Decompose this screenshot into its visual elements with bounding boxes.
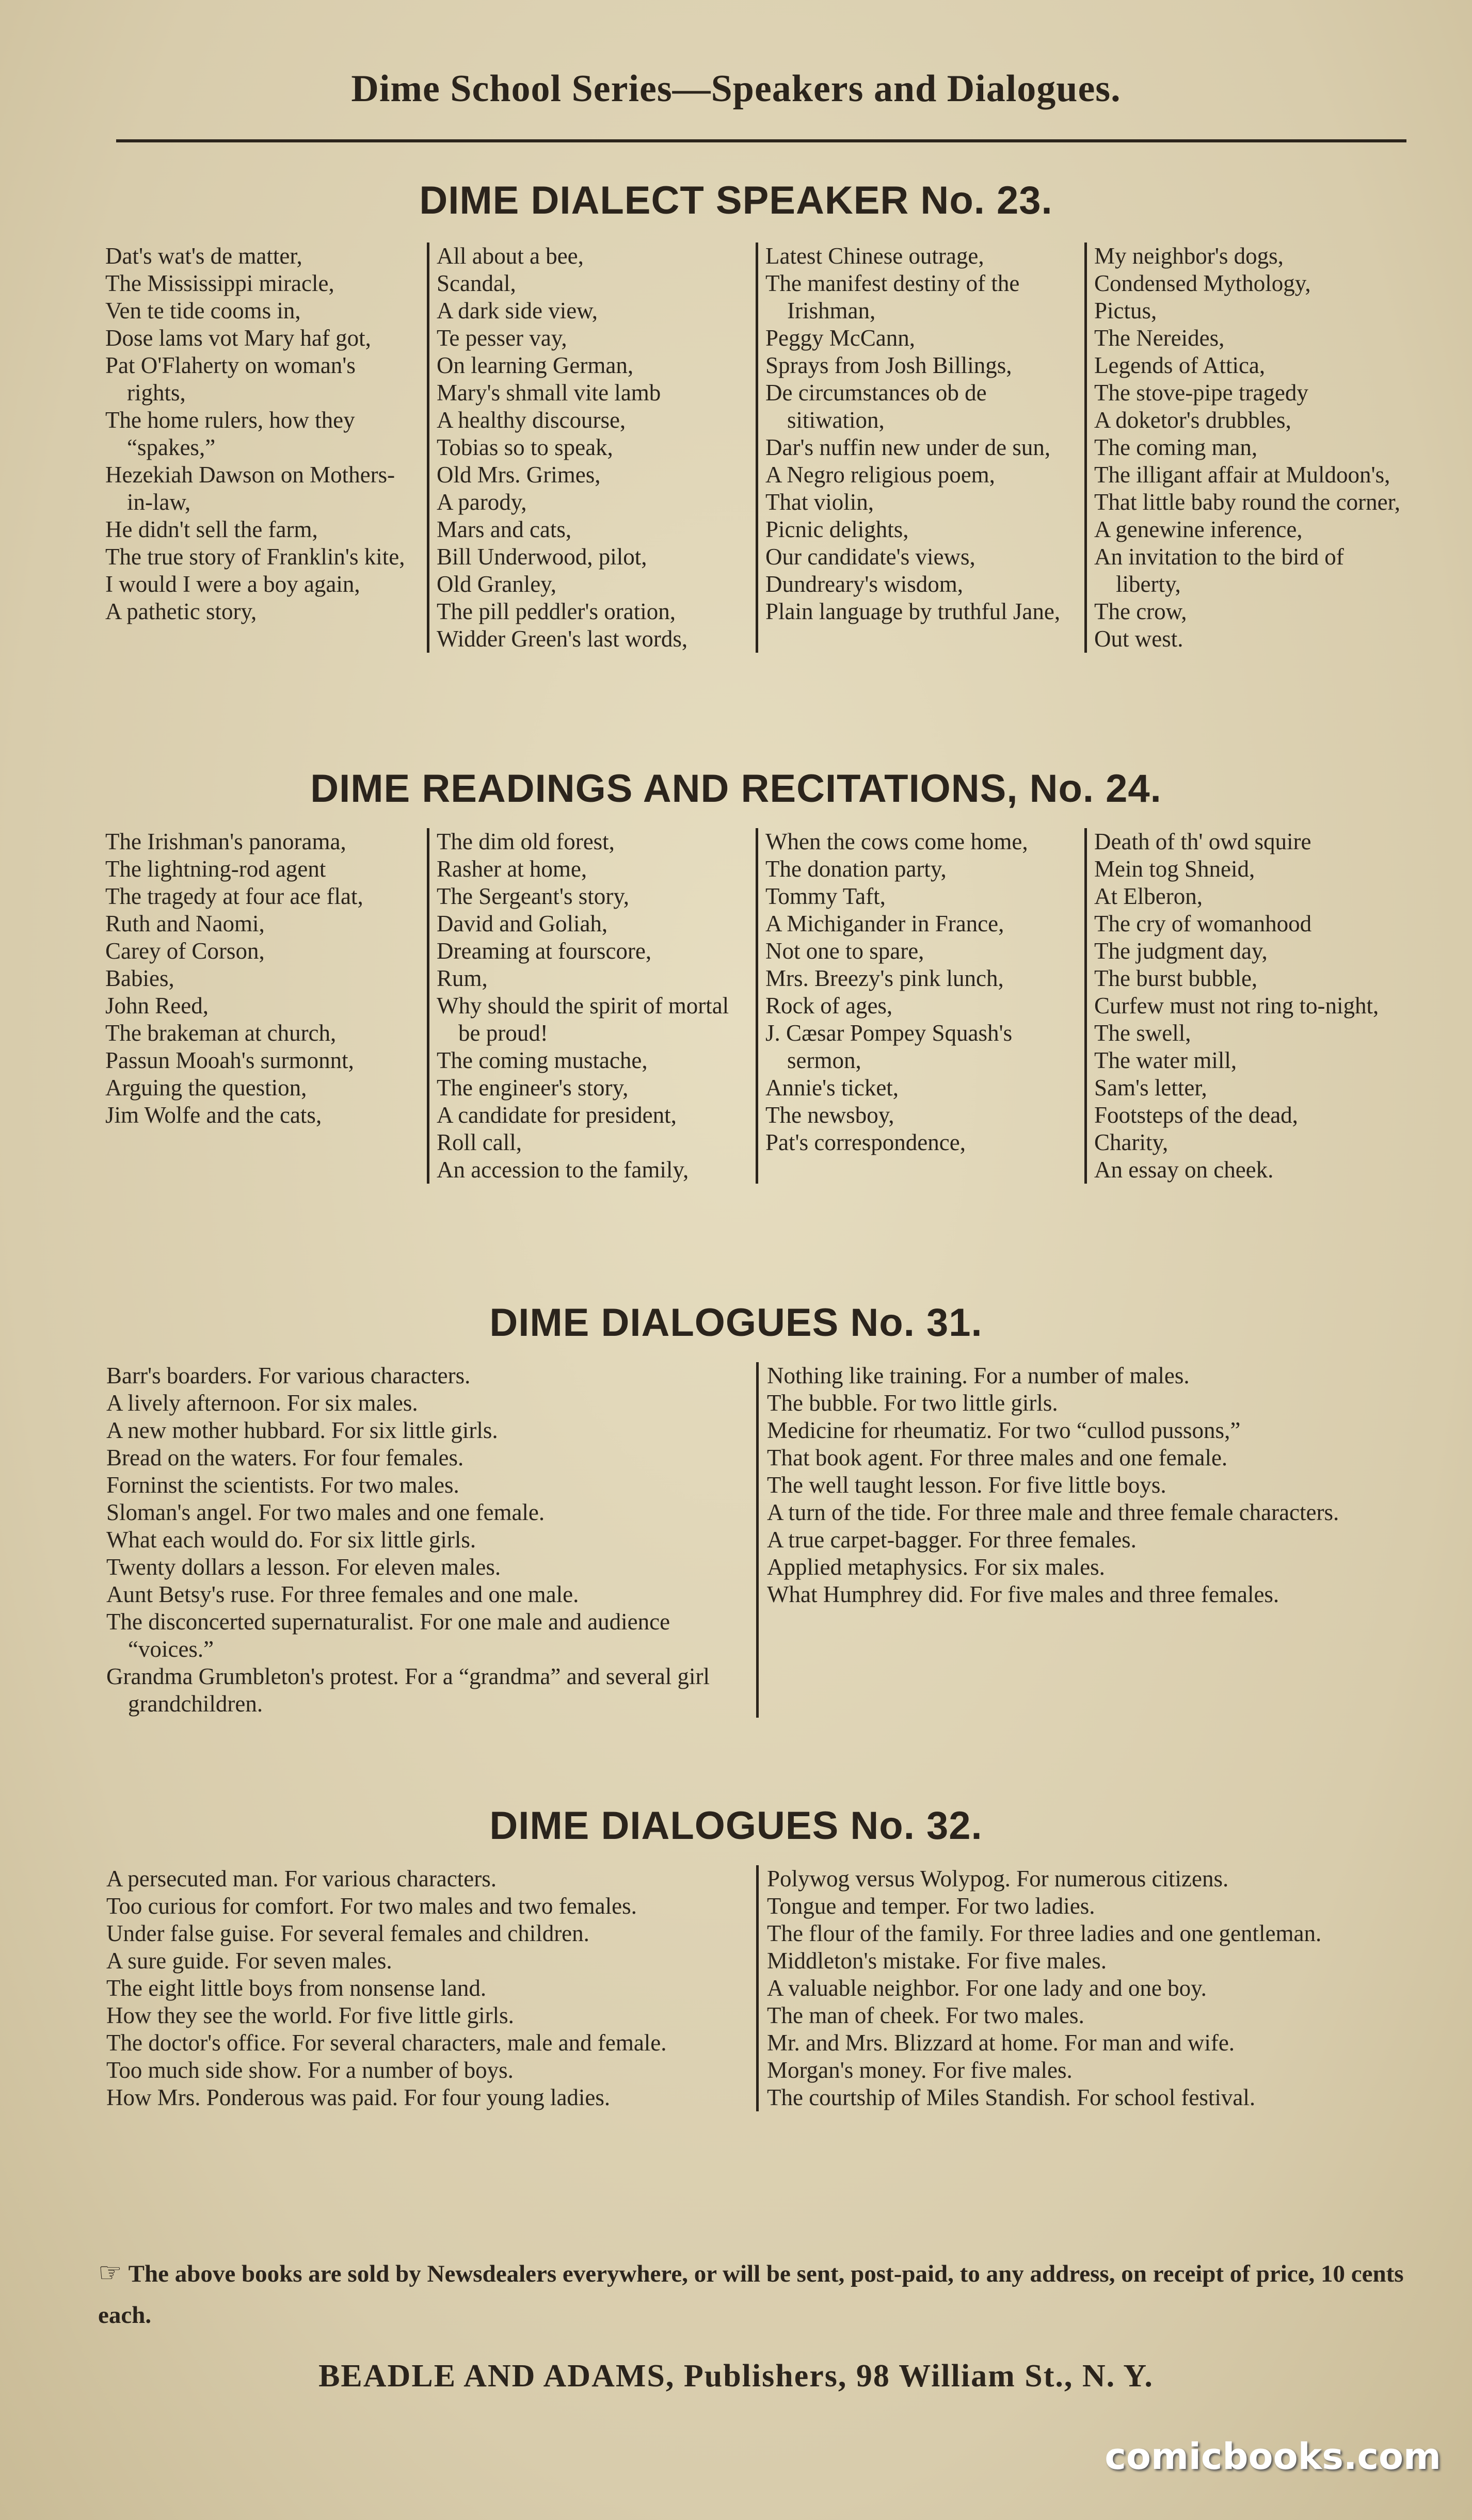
list-item: David and Goliah, [437, 911, 608, 936]
list-column [427, 243, 756, 653]
list-item: Sloman's angel. For two males and one female. [106, 1499, 545, 1525]
list-item: The burst bubble, [1094, 965, 1258, 991]
list-item: Grandma Grumbleton's protest. For a “grandma” and several girl grandchildren. [106, 1663, 710, 1717]
list-item: Sprays from Josh Billings, [765, 352, 1012, 378]
list-item: The manifest destiny of the Irishman, [765, 270, 1020, 324]
list-item: The man of cheek. For two males. [767, 2002, 1084, 2028]
list-item: The true story of Franklin's kite, [105, 544, 405, 570]
list-item: The newsboy, [765, 1102, 894, 1128]
list-item: Too curious for comfort. For two males and two females. [106, 1893, 637, 1919]
list-item: A new mother hubbard. For six little girls. [106, 1417, 498, 1443]
list-item: A genewine inference, [1094, 516, 1303, 542]
list-item: Rum, [437, 965, 488, 991]
list-item: Widder Green's last words, [437, 626, 688, 652]
list-item: Aunt Betsy's ruse. For three females and one male. [106, 1581, 579, 1607]
list-item: Too much side show. For a number of boys. [106, 2057, 514, 2083]
list-item: The pill peddler's oration, [437, 599, 676, 624]
list-item: That violin, [765, 489, 874, 515]
notice [98, 2252, 1414, 2336]
list-item: Plain language by truthful Jane, [765, 599, 1061, 624]
section-list-dialect-speaker [98, 243, 1414, 653]
list-item: The coming man, [1094, 434, 1258, 460]
list-item: Te pesser vay, [437, 325, 567, 351]
list-item: The brakeman at church, [105, 1020, 337, 1046]
list-item: Our candidate's views, [765, 544, 975, 570]
list-item: The lightning-rod agent [105, 856, 326, 882]
list-item: A persecuted man. For various characters. [106, 1866, 497, 1892]
list-item: A valuable neighbor. For one lady and one boy. [767, 1975, 1207, 2001]
list-item: Condensed Mythology, [1094, 270, 1311, 296]
list-item: Polywog versus Wolypog. For numerous citizens. [767, 1866, 1229, 1892]
list-item: Roll call, [437, 1129, 522, 1155]
publisher-line: BEADLE AND ADAMS, Publishers, 98 William St., N. Y. [318, 2359, 1154, 2394]
list-item: The disconcerted supernaturalist. For one male and audience “voices.” [106, 1609, 670, 1662]
list-item: The dim old forest, [437, 829, 615, 854]
list-item: Why should the spirit of mortal be proud! [437, 993, 729, 1046]
list-item: De circumstances ob de sitiwation, [765, 380, 987, 433]
list-column [98, 243, 427, 653]
list-item: Charity, [1094, 1129, 1169, 1155]
section-list-readings-recitations [98, 828, 1414, 1184]
list-item: How they see the world. For five little girls. [106, 2002, 514, 2028]
list-item: Passun Mooah's surmonnt, [105, 1047, 354, 1073]
list-item: Legends of Attica, [1094, 352, 1266, 378]
list-column [98, 828, 427, 1184]
list-item: The tragedy at four ace flat, [105, 883, 363, 909]
list-item: Not one to spare, [765, 938, 924, 964]
list-item: Twenty dollars a lesson. For eleven males. [106, 1554, 501, 1580]
list-column [756, 243, 1084, 653]
list-item: The donation party, [765, 856, 947, 882]
list-item: A lively afternoon. For six males. [106, 1390, 418, 1416]
notice-text: The above books are sold by Newsdealers everywhere, or will be sent, post-paid, to any address, on receipt of price, 10 cents each. [98, 2260, 1404, 2329]
section-list-dialogues-31 [98, 1362, 1414, 1718]
header-rule [116, 139, 1406, 142]
list-item: The swell, [1094, 1020, 1191, 1046]
list-item: I would I were a boy again, [105, 571, 360, 597]
list-item: A sure guide. For seven males. [106, 1948, 392, 1974]
list-column [756, 1362, 1414, 1718]
list-item: At Elberon, [1094, 883, 1203, 909]
list-item: Mrs. Breezy's pink lunch, [765, 965, 1004, 991]
list-item: The eight little boys from nonsense land. [106, 1975, 487, 2001]
list-item: The engineer's story, [437, 1075, 629, 1101]
list-item: The doctor's office. For several characters, male and female. [106, 2030, 667, 2056]
list-item: The well taught lesson. For five little boys. [767, 1472, 1166, 1498]
list-item: The coming mustache, [437, 1047, 648, 1073]
list-item: Pat's correspondence, [765, 1129, 966, 1155]
list-item: A pathetic story, [105, 599, 257, 624]
page-header: Dime School Series—Speakers and Dialogues. [351, 68, 1121, 110]
list-item: J. Cæsar Pompey Squash's sermon, [765, 1020, 1013, 1073]
list-item: The illigant affair at Muldoon's, [1094, 462, 1390, 488]
list-item: How Mrs. Ponderous was paid. For four young ladies. [106, 2085, 611, 2110]
list-item: My neighbor's dogs, [1094, 243, 1284, 269]
list-item: What Humphrey did. For five males and three females. [767, 1581, 1279, 1607]
list-item: Death of th' owd squire [1094, 829, 1311, 854]
list-column [98, 1865, 756, 2111]
list-item: Mars and cats, [437, 516, 572, 542]
list-item: Rock of ages, [765, 993, 893, 1019]
list-item: Bill Underwood, pilot, [437, 544, 647, 570]
list-item: The home rulers, how they “spakes,” [105, 407, 355, 460]
section-title-dialogues-32: DIME DIALOGUES No. 32. [489, 1804, 983, 1848]
list-item: The crow, [1094, 599, 1187, 624]
list-item: A turn of the tide. For three male and three female characters. [767, 1499, 1339, 1525]
list-column [1084, 243, 1413, 653]
list-item: On learning German, [437, 352, 634, 378]
list-item: The flour of the family. For three ladies and one gentleman. [767, 1920, 1322, 1946]
list-item: Mein tog Shneid, [1094, 856, 1255, 882]
list-item: Sam's letter, [1094, 1075, 1207, 1101]
list-item: Pat O'Flaherty on woman's rights, [105, 352, 356, 406]
list-item: Dar's nuffin new under de sun, [765, 434, 1051, 460]
list-item: That little baby round the corner, [1094, 489, 1400, 515]
list-item: Tommy Taft, [765, 883, 886, 909]
list-item: When the cows come home, [765, 829, 1028, 854]
list-item: A candidate for president, [437, 1102, 677, 1128]
list-item: What each would do. For six little girls. [106, 1527, 476, 1553]
list-item: Carey of Corson, [105, 938, 265, 964]
list-item: Pictus, [1094, 298, 1157, 324]
list-column [756, 1865, 1414, 2111]
list-item: Old Granley, [437, 571, 557, 597]
list-column [98, 1362, 756, 1718]
list-item: All about a bee, [437, 243, 584, 269]
list-item: John Reed, [105, 993, 209, 1019]
pointing-hand-icon: ☞ [98, 2257, 122, 2288]
section-title-readings-recitations: DIME READINGS AND RECITATIONS, No. 24. [310, 767, 1162, 811]
list-item: An accession to the family, [437, 1157, 689, 1183]
list-item: Bread on the waters. For four females. [106, 1445, 464, 1471]
list-item: Old Mrs. Grimes, [437, 462, 601, 488]
list-item: Rasher at home, [437, 856, 587, 882]
list-item: Latest Chinese outrage, [765, 243, 984, 269]
list-item: That book agent. For three males and one female. [767, 1445, 1228, 1471]
list-column [1084, 828, 1413, 1184]
list-item: Peggy McCann, [765, 325, 915, 351]
list-item: Footsteps of the dead, [1094, 1102, 1298, 1128]
list-item: A healthy discourse, [437, 407, 626, 433]
list-item: The water mill, [1094, 1047, 1237, 1073]
list-item: Curfew must not ring to-night, [1094, 993, 1379, 1019]
section-list-dialogues-32 [98, 1865, 1414, 2111]
list-item: Dat's wat's de matter, [105, 243, 302, 269]
list-item: Tongue and temper. For two ladies. [767, 1893, 1095, 1919]
list-item: An invitation to the bird of liberty, [1094, 544, 1344, 597]
list-item: Dreaming at fourscore, [437, 938, 652, 964]
list-item: Ruth and Naomi, [105, 911, 265, 936]
list-item: The courtship of Miles Standish. For school festival. [767, 2085, 1256, 2110]
list-item: Mr. and Mrs. Blizzard at home. For man and wife. [767, 2030, 1235, 2056]
list-item: The Nereides, [1094, 325, 1225, 351]
list-item: The Sergeant's story, [437, 883, 630, 909]
list-item: Mary's shmall vite lamb [437, 380, 661, 406]
list-item: He didn't sell the farm, [105, 516, 318, 542]
list-item: Ven te tide cooms in, [105, 298, 301, 324]
list-item: The Mississippi miracle, [105, 270, 334, 296]
list-item: An essay on cheek. [1094, 1157, 1274, 1183]
list-item: Medicine for rheumatiz. For two “cullod pussons,” [767, 1417, 1241, 1443]
list-item: Arguing the question, [105, 1075, 307, 1101]
list-column [756, 828, 1084, 1184]
list-item: The cry of womanhood [1094, 911, 1312, 936]
list-item: The bubble. For two little girls. [767, 1390, 1058, 1416]
list-item: Annie's ticket, [765, 1075, 899, 1101]
list-column [427, 828, 756, 1184]
list-item: Applied metaphysics. For six males. [767, 1554, 1105, 1580]
list-item: Dose lams vot Mary haf got, [105, 325, 371, 351]
list-item: A doketor's drubbles, [1094, 407, 1291, 433]
list-item: Middleton's mistake. For five males. [767, 1948, 1107, 1974]
list-item: A true carpet-bagger. For three females. [767, 1527, 1137, 1553]
list-item: A dark side view, [437, 298, 598, 324]
list-item: A Michigander in France, [765, 911, 1004, 936]
list-item: Tobias so to speak, [437, 434, 613, 460]
list-item: Forninst the scientists. For two males. [106, 1472, 459, 1498]
list-item: A parody, [437, 489, 527, 515]
list-item: Picnic delights, [765, 516, 909, 542]
list-item: Dundreary's wisdom, [765, 571, 964, 597]
list-item: Scandal, [437, 270, 516, 296]
list-item: Nothing like training. For a number of males. [767, 1363, 1190, 1388]
section-title-dialect-speaker: DIME DIALECT SPEAKER No. 23. [419, 179, 1053, 222]
list-item: Jim Wolfe and the cats, [105, 1102, 322, 1128]
list-item: Out west. [1094, 626, 1183, 652]
list-item: Morgan's money. For five males. [767, 2057, 1073, 2083]
list-item: The stove-pipe tragedy [1094, 380, 1308, 406]
list-item: The judgment day, [1094, 938, 1268, 964]
list-item: The Irishman's panorama, [105, 829, 346, 854]
list-item: Barr's boarders. For various characters. [106, 1363, 471, 1388]
list-item: Babies, [105, 965, 174, 991]
list-item: A Negro religious poem, [765, 462, 995, 488]
list-item: Hezekiah Dawson on Mothers-in-law, [105, 462, 395, 515]
section-title-dialogues-31: DIME DIALOGUES No. 31. [489, 1301, 983, 1345]
watermark: comicbooks.com [1105, 2435, 1441, 2478]
list-item: Under false guise. For several females and children. [106, 1920, 589, 1946]
